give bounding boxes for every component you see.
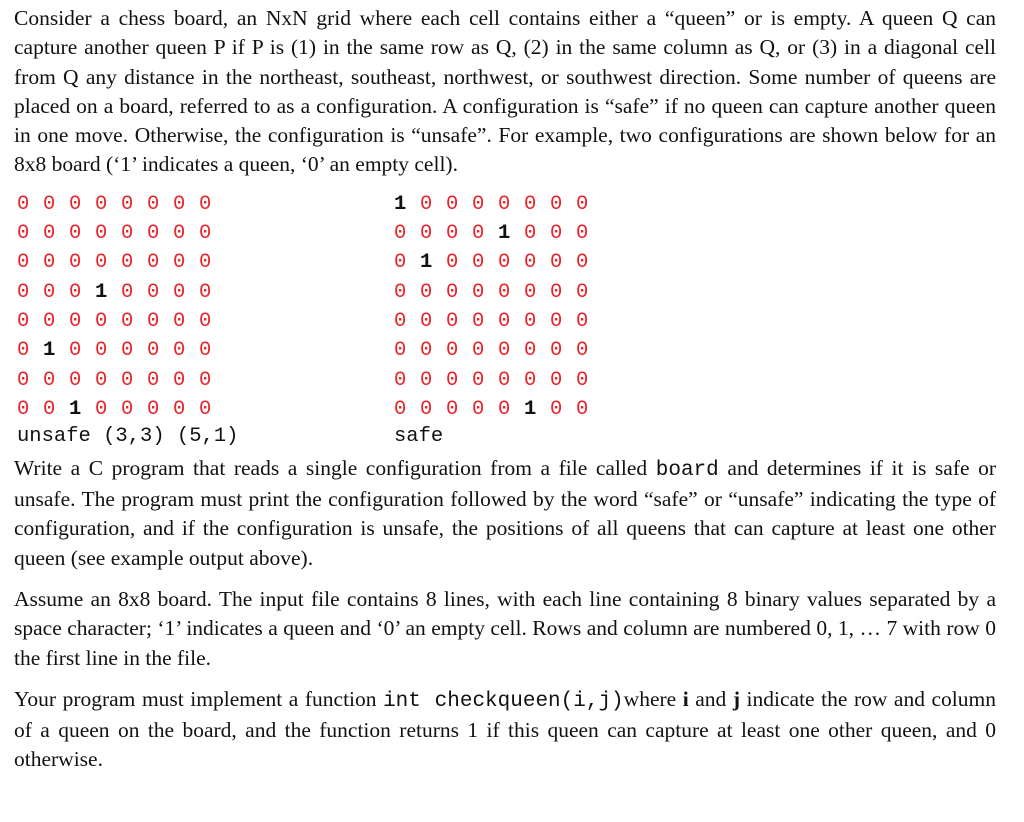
empty-cell: 0: [472, 192, 485, 216]
empty-cell: 0: [147, 251, 160, 275]
function-signature: int checkqueen(i,j): [383, 689, 624, 713]
empty-cell: 0: [446, 280, 459, 304]
board-row: [17, 190, 238, 219]
empty-cell: 0: [69, 280, 82, 304]
board-row: [394, 307, 602, 336]
empty-cell: 0: [550, 309, 563, 333]
empty-cell: 0: [498, 192, 511, 216]
empty-cell: 0: [199, 280, 212, 304]
empty-cell: 0: [147, 368, 160, 392]
empty-cell: 0: [95, 192, 108, 216]
empty-cell: 0: [95, 368, 108, 392]
empty-cell: 0: [394, 368, 407, 392]
empty-cell: 0: [524, 368, 537, 392]
function-text-where: where: [623, 686, 683, 711]
empty-cell: 0: [199, 368, 212, 392]
empty-cell: 0: [394, 309, 407, 333]
empty-cell: 0: [550, 397, 563, 421]
empty-cell: 0: [420, 280, 433, 304]
empty-cell: 0: [95, 251, 108, 275]
empty-cell: 0: [394, 280, 407, 304]
empty-cell: 0: [173, 339, 186, 363]
queen-cell: 1: [69, 397, 82, 421]
empty-cell: 0: [17, 192, 30, 216]
empty-cell: 0: [420, 222, 433, 246]
empty-cell: 0: [576, 222, 589, 246]
empty-cell: 0: [524, 222, 537, 246]
board-row: [17, 278, 238, 307]
empty-cell: 0: [95, 309, 108, 333]
empty-cell: 0: [524, 309, 537, 333]
empty-cell: 0: [43, 251, 56, 275]
empty-cell: 0: [17, 309, 30, 333]
empty-cell: 0: [524, 192, 537, 216]
empty-cell: 0: [420, 368, 433, 392]
assignment-page: [14, 4, 996, 775]
empty-cell: 0: [550, 192, 563, 216]
empty-cell: 0: [394, 339, 407, 363]
empty-cell: 0: [576, 339, 589, 363]
empty-cell: 0: [173, 368, 186, 392]
task-paragraph: [14, 454, 996, 573]
empty-cell: 0: [472, 309, 485, 333]
empty-cell: 0: [394, 397, 407, 421]
function-text-end: indicate the row and column of a queen on the board, and the function returns 1 if this queen can capture at least one other queen, and 0 otherwise.: [14, 686, 996, 772]
board-row: [17, 248, 238, 277]
board-filename: board: [655, 458, 719, 482]
empty-cell: 0: [121, 397, 134, 421]
empty-cell: 0: [550, 222, 563, 246]
empty-cell: 0: [446, 192, 459, 216]
empty-cell: 0: [576, 368, 589, 392]
empty-cell: 0: [43, 309, 56, 333]
empty-cell: 0: [498, 397, 511, 421]
empty-cell: 0: [550, 339, 563, 363]
empty-cell: 0: [446, 368, 459, 392]
empty-cell: 0: [147, 397, 160, 421]
empty-cell: 0: [576, 192, 589, 216]
empty-cell: 0: [498, 280, 511, 304]
board-grid: [17, 190, 238, 424]
empty-cell: 0: [43, 280, 56, 304]
empty-cell: 0: [43, 368, 56, 392]
board-row: [394, 366, 602, 395]
function-text-and: and: [688, 686, 733, 711]
example-board-safe: [394, 190, 602, 454]
queen-cell: 1: [498, 222, 511, 246]
empty-cell: 0: [420, 309, 433, 333]
empty-cell: 0: [69, 192, 82, 216]
empty-cell: 0: [147, 280, 160, 304]
empty-cell: 0: [576, 251, 589, 275]
empty-cell: 0: [576, 397, 589, 421]
empty-cell: 0: [524, 251, 537, 275]
empty-cell: 0: [446, 309, 459, 333]
empty-cell: 0: [472, 368, 485, 392]
empty-cell: 0: [550, 251, 563, 275]
board-row: [394, 278, 602, 307]
empty-cell: 0: [95, 222, 108, 246]
example-configurations: [14, 190, 996, 449]
empty-cell: 0: [420, 397, 433, 421]
board-row: [17, 395, 238, 424]
empty-cell: 0: [199, 251, 212, 275]
empty-cell: 0: [69, 309, 82, 333]
empty-cell: 0: [121, 280, 134, 304]
queen-cell: 1: [524, 397, 537, 421]
board-row: [394, 336, 602, 365]
empty-cell: 0: [199, 397, 212, 421]
empty-cell: 0: [17, 222, 30, 246]
empty-cell: 0: [17, 280, 30, 304]
board-row: [394, 190, 602, 219]
empty-cell: 0: [199, 222, 212, 246]
empty-cell: 0: [472, 339, 485, 363]
empty-cell: 0: [69, 368, 82, 392]
board-row: [17, 219, 238, 248]
empty-cell: 0: [43, 222, 56, 246]
empty-cell: 0: [173, 192, 186, 216]
board-grid: [394, 190, 602, 424]
assumptions-paragraph: Assume an 8x8 board. The input file contains 8 lines, with each line containing 8 binary values separated by a space character; ‘1’ indicates a queen and ‘0’ an empty cell. Rows and column are numbered 0, 1, … 7 with row 0 the first line in the file.: [14, 586, 996, 670]
empty-cell: 0: [121, 251, 134, 275]
empty-cell: 0: [95, 397, 108, 421]
example-board-unsafe: [17, 190, 238, 454]
empty-cell: 0: [550, 368, 563, 392]
queen-cell: 1: [394, 192, 407, 216]
empty-cell: 0: [498, 251, 511, 275]
empty-cell: 0: [394, 251, 407, 275]
board-row: [394, 248, 602, 277]
empty-cell: 0: [498, 339, 511, 363]
board-row: [394, 395, 602, 424]
empty-cell: 0: [446, 339, 459, 363]
empty-cell: 0: [446, 397, 459, 421]
board-row: [17, 336, 238, 365]
empty-cell: 0: [472, 397, 485, 421]
task-text-start: Write a C program that reads a single configuration from a file called: [14, 455, 656, 480]
empty-cell: 0: [199, 309, 212, 333]
empty-cell: 0: [17, 251, 30, 275]
empty-cell: 0: [524, 339, 537, 363]
empty-cell: 0: [199, 339, 212, 363]
board-row: [394, 219, 602, 248]
empty-cell: 0: [173, 397, 186, 421]
board-verdict-unsafe: unsafe (3,3) (5,1): [17, 425, 239, 449]
empty-cell: 0: [446, 222, 459, 246]
empty-cell: 0: [498, 309, 511, 333]
board-verdict-safe: safe: [394, 425, 444, 449]
board-row: [17, 366, 238, 395]
empty-cell: 0: [17, 368, 30, 392]
queen-cell: 1: [95, 280, 108, 304]
empty-cell: 0: [17, 397, 30, 421]
empty-cell: 0: [446, 251, 459, 275]
empty-cell: 0: [147, 339, 160, 363]
empty-cell: 0: [472, 222, 485, 246]
empty-cell: 0: [121, 339, 134, 363]
empty-cell: 0: [472, 280, 485, 304]
empty-cell: 0: [43, 192, 56, 216]
queen-cell: 1: [43, 339, 56, 363]
function-text-start: Your program must implement a function: [14, 686, 384, 711]
empty-cell: 0: [69, 222, 82, 246]
empty-cell: 0: [524, 280, 537, 304]
queen-cell: 1: [420, 251, 433, 275]
board-row: [17, 307, 238, 336]
empty-cell: 0: [173, 251, 186, 275]
function-paragraph: [14, 685, 996, 775]
empty-cell: 0: [69, 339, 82, 363]
empty-cell: 0: [550, 280, 563, 304]
empty-cell: 0: [147, 309, 160, 333]
empty-cell: 0: [69, 251, 82, 275]
empty-cell: 0: [173, 309, 186, 333]
empty-cell: 0: [17, 339, 30, 363]
empty-cell: 0: [173, 280, 186, 304]
intro-paragraph: Consider a chess board, an NxN grid where each cell contains either a “queen” or is empty. A queen Q can capture another queen P if P is (1) in the same row as Q, (2) in the same column as Q, or (3) in a diagonal cell from Q any distance in the northeast, southeast, northwest, or southwest direction. Some number of queens are placed on a board, referred to as a configuration. A configuration is “safe” if no queen can capture another queen in one move. Otherwise, the configuration is “unsafe”. For example, two configurations are shown below for an 8x8 board (‘1’ indicates a queen, ‘0’ an empty cell).: [14, 6, 996, 177]
task-text-end: and determines if it is safe or unsafe. The program must print the configuration followed by the word “safe” or “unsafe” indicating the type of configuration, and if the configuration is unsafe, the positions of all queens that can capture at least one other queen (see example output above).: [14, 455, 997, 570]
empty-cell: 0: [173, 222, 186, 246]
variable-i: i: [682, 686, 689, 711]
empty-cell: 0: [95, 339, 108, 363]
empty-cell: 0: [121, 309, 134, 333]
empty-cell: 0: [147, 192, 160, 216]
variable-j: j: [732, 686, 741, 711]
empty-cell: 0: [121, 222, 134, 246]
empty-cell: 0: [199, 192, 212, 216]
empty-cell: 0: [420, 339, 433, 363]
empty-cell: 0: [394, 222, 407, 246]
empty-cell: 0: [472, 251, 485, 275]
empty-cell: 0: [147, 222, 160, 246]
empty-cell: 0: [576, 309, 589, 333]
empty-cell: 0: [43, 397, 56, 421]
empty-cell: 0: [121, 192, 134, 216]
empty-cell: 0: [498, 368, 511, 392]
empty-cell: 0: [420, 192, 433, 216]
empty-cell: 0: [576, 280, 589, 304]
empty-cell: 0: [121, 368, 134, 392]
